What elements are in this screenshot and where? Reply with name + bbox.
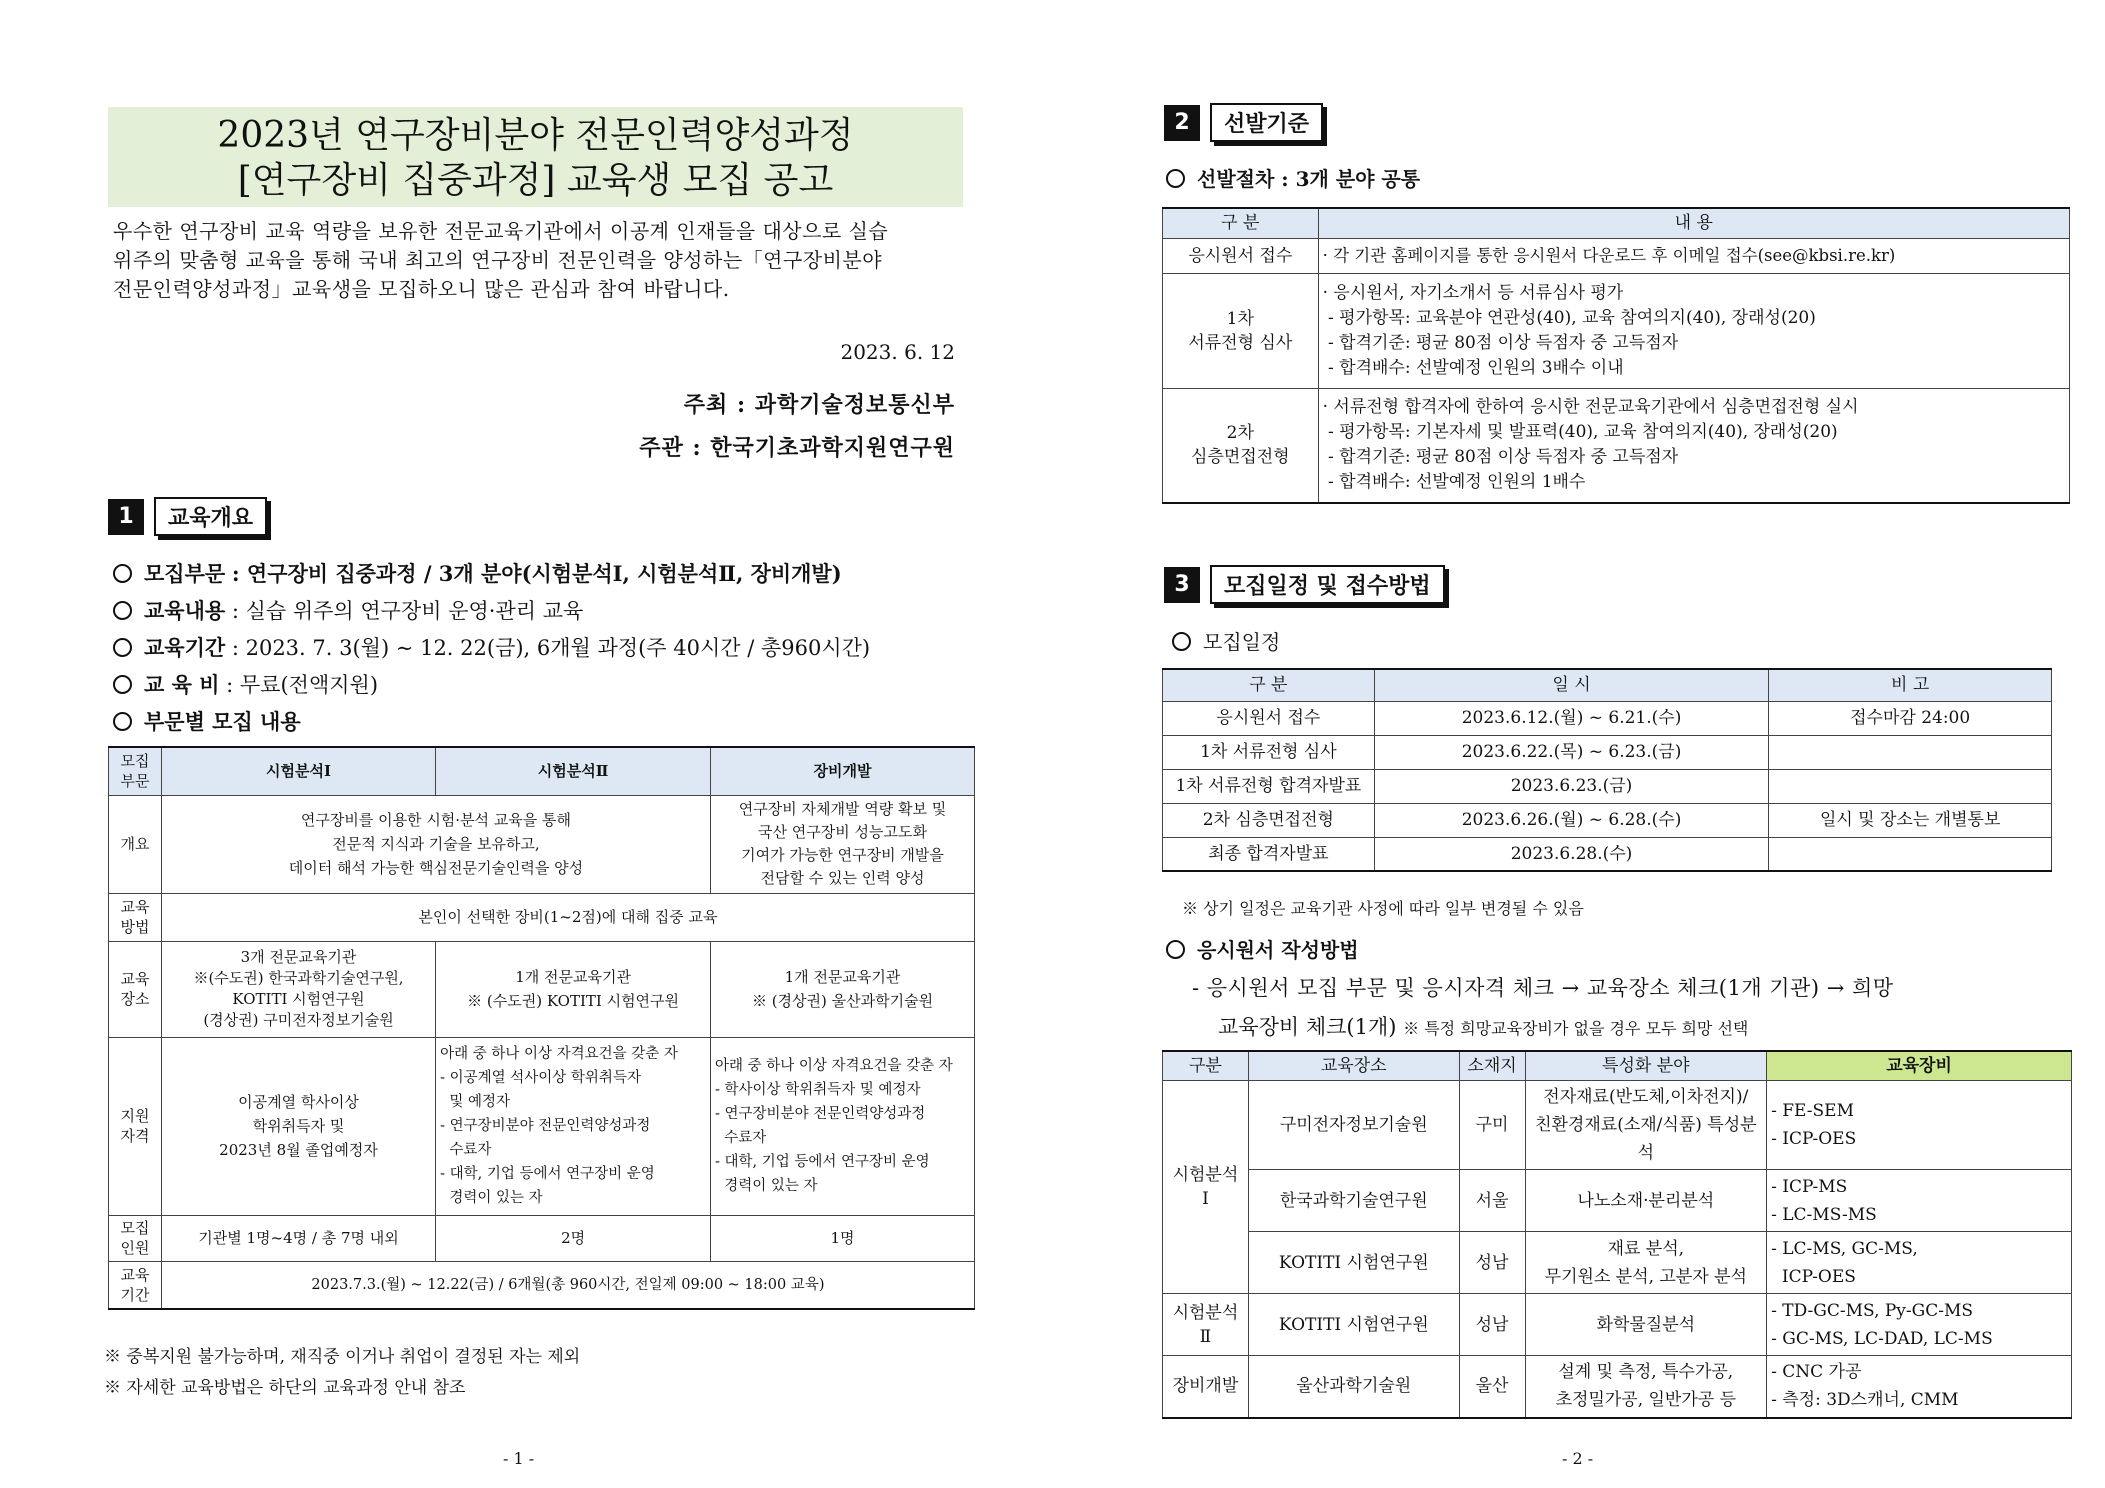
schedule-note: ※ 상기 일정은 교육기관 사정에 따라 일부 변경될 수 있음 [1182,899,1584,918]
row-label: 모집 인원 [109,1215,162,1261]
table-cell: 2023.6.28.(수) [1374,837,1769,871]
circle-bullet-icon [113,712,132,731]
row-label: 지원 자격 [109,1037,162,1215]
bullet-value: : 실습 위주의 연구장비 운영·관리 교육 [231,599,584,623]
table-header: 시험분석Ⅰ [161,747,435,795]
page-number: - 1 - [503,1449,535,1468]
table-cell: 2023.6.22.(목) ~ 6.23.(금) [1374,735,1769,769]
table-cell: - FE-SEM - ICP-OES [1767,1081,2072,1170]
table-cell [1769,837,2052,871]
table-cell: 구미 [1459,1081,1525,1170]
intro-paragraph [113,217,963,304]
table-cell: 1개 전문교육기관 ※ (수도권) KOTITI 시험연구원 [436,941,711,1037]
table-cell: 설계 및 측정, 특수가공, 초정밀가공, 일반가공 등 [1525,1356,1767,1418]
section-number: 1 [108,499,144,535]
organizer-org: 주관 : 한국기초과학지원연구원 [639,435,955,461]
table-header: 구 분 [1163,208,1319,238]
table-cell: 최종 합격자발표 [1163,837,1375,871]
table-cell: 1개 전문교육기관 ※ (경상권) 울산과학기술원 [711,941,975,1037]
bullet-label: 교육기간 [144,635,226,660]
host-org: 주최 : 과학기술정보통신부 [683,392,955,418]
bullet-label: 부문별 모집 내용 [144,709,301,734]
schedule-table [1162,668,2052,872]
table-header: 교육장소 [1248,1051,1459,1081]
bullet-label: 교 육 비 [144,672,220,697]
section-2-header [1164,103,1323,142]
row-label: 교육 방법 [109,893,162,941]
table-cell: 화학물질분석 [1525,1294,1767,1356]
note-details: ※ 자세한 교육방법은 하단의 교육과정 안내 참조 [104,1378,466,1398]
note-duplicate: ※ 중복지원 불가능하며, 재직중 이거나 취업이 결정된 자는 제외 [104,1347,581,1367]
table-cell: 기관별 1명~4명 / 총 7명 내외 [161,1215,435,1261]
table-header: 구 분 [1163,669,1375,701]
table-cell: 나노소재·분리분석 [1525,1170,1767,1232]
table-cell: 울산과학기술원 [1248,1356,1459,1418]
table-cell: · 서류전형 합격자에 한하여 응시한 전문교육기관에서 심층면접전형 실시 - 평가항목: 기본자세 및 발표력(40), 교육 참여의지(40), 장래성(20) - 합격기준: 평균 80점 이상 득점자 중 고득점자 - 합격배수: 선발예정 인원의 1배수 [1318,388,2069,503]
section-3-header [1164,565,1445,604]
bullet-label: 모집부문 [144,561,226,586]
page-1 [0,0,1052,1488]
table-header: 소재지 [1459,1051,1525,1081]
group-label: 시험분석 Ⅰ [1163,1081,1249,1294]
circle-bullet-icon [113,601,132,620]
circle-bullet-icon [113,638,132,657]
table-cell: · 각 기관 홈페이지를 통한 응시원서 다운로드 후 이메일 접수(see@kbsi.re.kr) [1318,238,2069,273]
table-header: 시험분석Ⅱ [436,747,711,795]
table-cell: 2차 심층면접전형 [1163,803,1375,837]
table-cell: 성남 [1459,1294,1525,1356]
table-cell: - CNC 가공 - 측정: 3D스캐너, CMM [1767,1356,2072,1418]
bullet-dept-recruit [113,706,301,736]
bullet-value: : 2023. 7. 3(월) ∼ 12. 22(금), 6개월 과정(주 40시간 / 총960시간) [231,636,871,660]
application-text: 교육장비 체크(1개) [1218,1015,1397,1039]
row-label: 교육 장소 [109,941,162,1037]
section-1-header [108,497,267,536]
table-cell: 1차 서류전형 심사 [1163,735,1375,769]
table-cell: 울산 [1459,1356,1525,1418]
page-2 [1052,0,2105,1488]
row-label: 1차 서류전형 심사 [1163,273,1319,388]
table-cell [1769,735,2052,769]
table-cell: KOTITI 시험연구원 [1248,1232,1459,1294]
title-line-1: 2023년 연구장비분야 전문인력양성과정 [217,115,854,156]
application-heading [1166,934,1359,963]
section-number: 2 [1164,105,1200,141]
table-cell: KOTITI 시험연구원 [1248,1294,1459,1356]
table-cell: 2023.7.3.(월) ~ 12.22(금) / 6개월(총 960시간, 전일제 09:00 ~ 18:00 교육) [161,1261,974,1309]
table-cell: 전자재료(반도체,이차전지)/ 친환경재료(소재/식품) 특성분석 [1525,1081,1767,1170]
row-label: 2차 심층면접전형 [1163,388,1319,503]
heading-text: 선발절차 : 3개 분야 공통 [1197,167,1421,191]
section-label: 교육개요 [154,497,267,536]
bullet-content [113,595,583,625]
table-header: 구분 [1163,1051,1249,1081]
table-cell: 재료 분석, 무기원소 분석, 고분자 분석 [1525,1232,1767,1294]
table-header: 장비개발 [711,747,975,795]
intro-line: 위주의 맞춤형 교육을 통해 국내 최고의 연구장비 전문인력을 양성하는「연구장비분야 [113,248,883,272]
recruit-table [108,746,975,1310]
table-cell: 아래 중 하나 이상 자격요건을 갖춘 자 - 이공계열 석사이상 학위취득자 및 예정자 - 연구장비분야 전문인력양성과정 수료자 - 대학, 기업 등에서 연구장비 운영 경력이 있는 자 [436,1037,711,1215]
table-cell: - ICP-MS - LC-MS-MS [1767,1170,2072,1232]
application-line-1: - 응시원서 모집 부문 및 응시자격 체크 → 교육장소 체크(1개 기관) → 희망 [1192,976,1894,1000]
circle-bullet-icon [1166,169,1185,188]
circle-bullet-icon [1166,940,1185,959]
table-cell: 1차 서류전형 합격자발표 [1163,769,1375,803]
section-label: 모집일정 및 접수방법 [1210,565,1445,604]
table-cell: 구미전자정보기술원 [1248,1081,1459,1170]
table-cell: 일시 및 장소는 개별통보 [1769,803,2052,837]
circle-bullet-icon [1172,632,1191,651]
table-header-corner: 모집 부문 [109,747,162,795]
table-cell: 2023.6.23.(금) [1374,769,1769,803]
table-cell: 아래 중 하나 이상 자격요건을 갖춘 자 - 학사이상 학위취득자 및 예정자 - 연구장비분야 전문인력양성과정 수료자 - 대학, 기업 등에서 연구장비 운영 경력이 있는 자 [711,1037,975,1215]
equipment-table [1162,1050,2072,1419]
bullet-recruit-field [113,558,842,588]
section-number: 3 [1164,567,1200,603]
selection-table [1162,207,2070,504]
row-label: 교육 기간 [109,1261,162,1309]
table-cell: 응시원서 접수 [1163,701,1375,735]
page-number: - 2 - [1562,1449,1594,1468]
notice-date: 2023. 6. 12 [840,340,955,364]
table-cell: - LC-MS, GC-MS, ICP-OES [1767,1232,2072,1294]
group-label: 시험분석 Ⅱ [1163,1294,1249,1356]
table-cell: 서울 [1459,1170,1525,1232]
table-header: 특성화 분야 [1525,1051,1767,1081]
heading-text: 모집일정 [1203,630,1281,654]
table-cell: 1명 [711,1215,975,1261]
table-cell: 2명 [436,1215,711,1261]
bullet-fee [113,669,378,699]
heading-text: 응시원서 작성방법 [1197,938,1359,962]
table-header-highlight: 교육장비 [1767,1051,2072,1081]
table-cell: · 응시원서, 자기소개서 등 서류심사 평가 - 평가항목: 교육분야 연관성(40), 교육 참여의지(40), 장래성(20) - 합격기준: 평균 80점 이상 득점자 중 고득점자 - 합격배수: 선발예정 인원의 3배수 이내 [1318,273,2069,388]
table-cell: 연구장비를 이용한 시험·분석 교육을 통해 전문적 지식과 기술을 보유하고, 데이터 해석 가능한 핵심전문기술인력을 양성 [161,795,710,893]
section-label: 선발기준 [1210,103,1323,142]
table-cell: 이공계열 학사이상 학위취득자 및 2023년 8월 졸업예정자 [161,1037,435,1215]
table-cell: 2023.6.26.(월) ~ 6.28.(수) [1374,803,1769,837]
table-header: 일 시 [1374,669,1769,701]
schedule-heading [1172,626,1280,655]
row-label: 응시원서 접수 [1163,238,1319,273]
row-label: 개요 [109,795,162,893]
table-header: 내 용 [1318,208,2069,238]
table-cell: - TD-GC-MS, Py-GC-MS - GC-MS, LC-DAD, LC-MS [1767,1294,2072,1356]
table-cell: 성남 [1459,1232,1525,1294]
table-cell: 2023.6.12.(월) ~ 6.21.(수) [1374,701,1769,735]
title-line-2: [연구장비 집중과정] 교육생 모집 공고 [237,160,834,201]
table-cell [1769,769,2052,803]
table-cell: 접수마감 24:00 [1769,701,2052,735]
intro-line: 전문인력양성과정」교육생을 모집하오니 많은 관심과 참여 바랍니다. [113,277,730,301]
application-line-2 [1218,1011,1748,1041]
notice-title [108,107,963,207]
intro-line: 우수한 연구장비 교육 역량을 보유한 전문교육기관에서 이공계 인재들을 대상으로 실습 [113,219,889,243]
bullet-label: 교육내용 [144,598,226,623]
group-label: 장비개발 [1163,1356,1249,1418]
application-note: ※ 특정 희망교육장비가 없을 경우 모두 희망 선택 [1403,1019,1749,1038]
table-cell: 연구장비 자체개발 역량 확보 및 국산 연구장비 성능고도화 기여가 가능한 연구장비 개발을 전담할 수 있는 인력 양성 [711,795,975,893]
table-cell: 한국과학기술연구원 [1248,1170,1459,1232]
table-header: 비 고 [1769,669,2052,701]
table-cell: 본인이 선택한 장비(1~2점)에 대해 집중 교육 [161,893,974,941]
selection-heading [1166,163,1420,192]
table-cell: 3개 전문교육기관 ※(수도권) 한국과학기술연구원, KOTITI 시험연구원 (경상권) 구미전자정보기술원 [161,941,435,1037]
bullet-period [113,632,870,662]
circle-bullet-icon [113,675,132,694]
bullet-value: : 무료(전액지원) [226,673,379,697]
bullet-value: : 연구장비 집중과정 / 3개 분야(시험분석Ⅰ, 시험분석Ⅱ, 장비개발) [231,561,842,586]
circle-bullet-icon [113,564,132,583]
